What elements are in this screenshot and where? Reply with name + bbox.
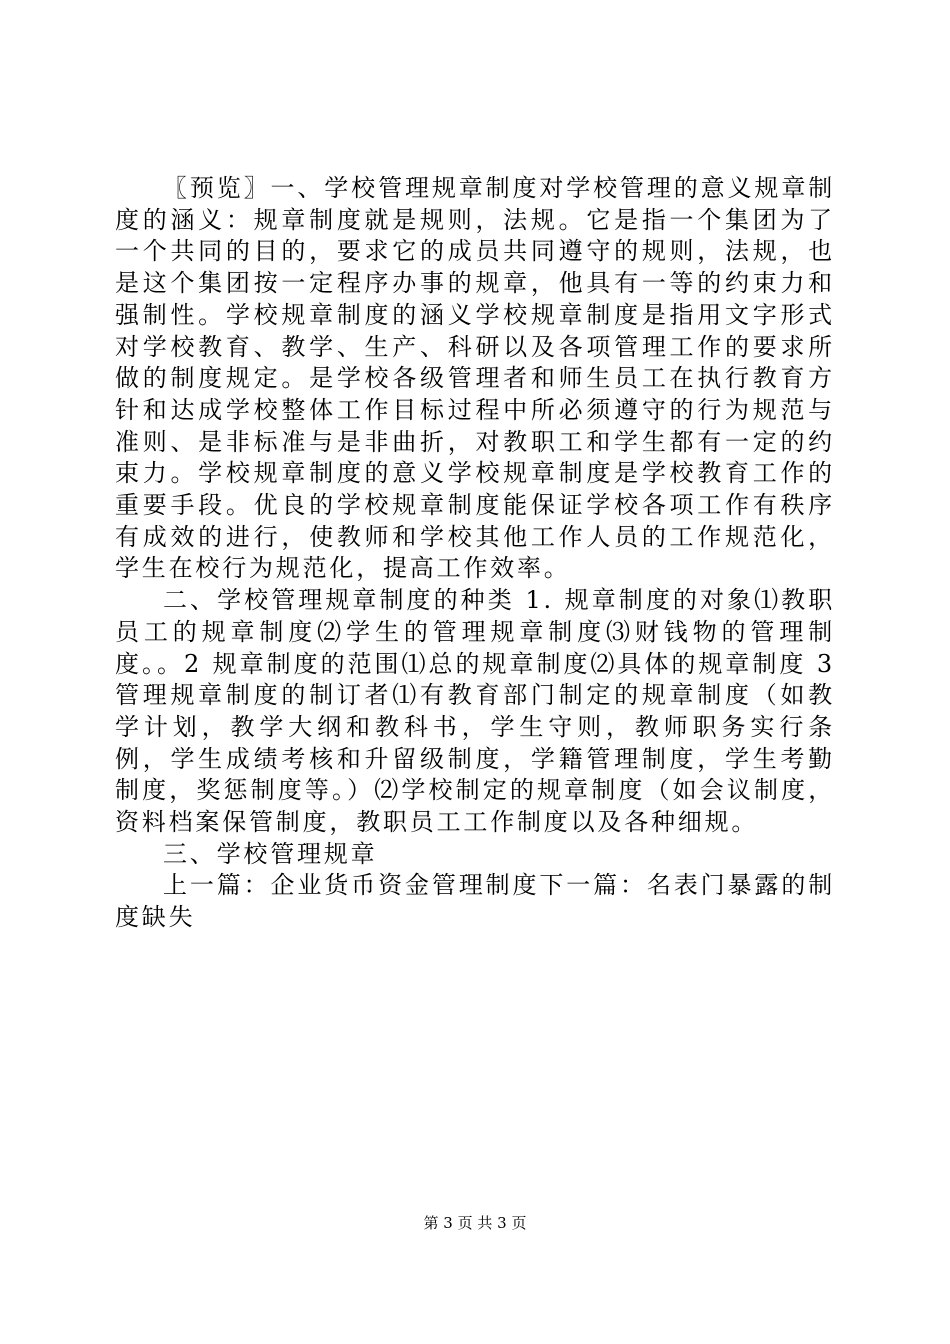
document-body [115,173,835,934]
paragraph-prev-next-links[interactable]: 上一篇：企业货币资金管理制度下一篇：名表门暴露的制度缺失 [115,871,835,932]
paragraph-types: 二、学校管理规章制度的种类 1. 规章制度的对象⑴教职员工的规章制度⑵学生的管理规章制度⑶财钱物的管理制度。。2 规章制度的范围⑴总的规章制度⑵具体的规章制度 3 管理规章制度的制订者⑴有教育部门制定的规章制度（如教学计划，教学大纲和教科书，学生守则，教师职务实行条例，学生成绩考核和升留级制度，学籍管理制度，学生考勤制度，奖惩制度等。）⑵学校制定的规章制度（如会议制度，资料档案保管制度，教职员工工作制度以及各种细规。 [115,586,835,837]
paragraph-preview: 〖预览〗一、学校管理规章制度对学校管理的意义规章制度的涵义：规章制度就是规则，法规。它是指一个集团为了一个共同的目的，要求它的成员共同遵守的规则，法规，也是这个集团按一定程序办事的规章，他具有一等的约束力和强制性。学校规章制度的涵义学校规章制度是指用文字形式对学校教育、教学、生产、科研以及各项管理工作的要求所做的制度规定。是学校各级管理者和师生员工在执行教育方针和达成学校整体工作目标过程中所必须遵守的行为规范与准则、是非标准与是非曲折，对教职工和学生都有一定的约束力。学校规章制度的意义学校规章制度是学校教育工作的重要手段。优良的学校规章制度能保证学校各项工作有秩序有成效的进行，使教师和学校其他工作人员的工作规范化，学生在校行为规范化，提高工作效率。 [115,174,835,583]
paragraph-section-three: 三、学校管理规章 [163,839,378,868]
page-footer: 第 3 页 共 3 页 [423,1214,527,1232]
